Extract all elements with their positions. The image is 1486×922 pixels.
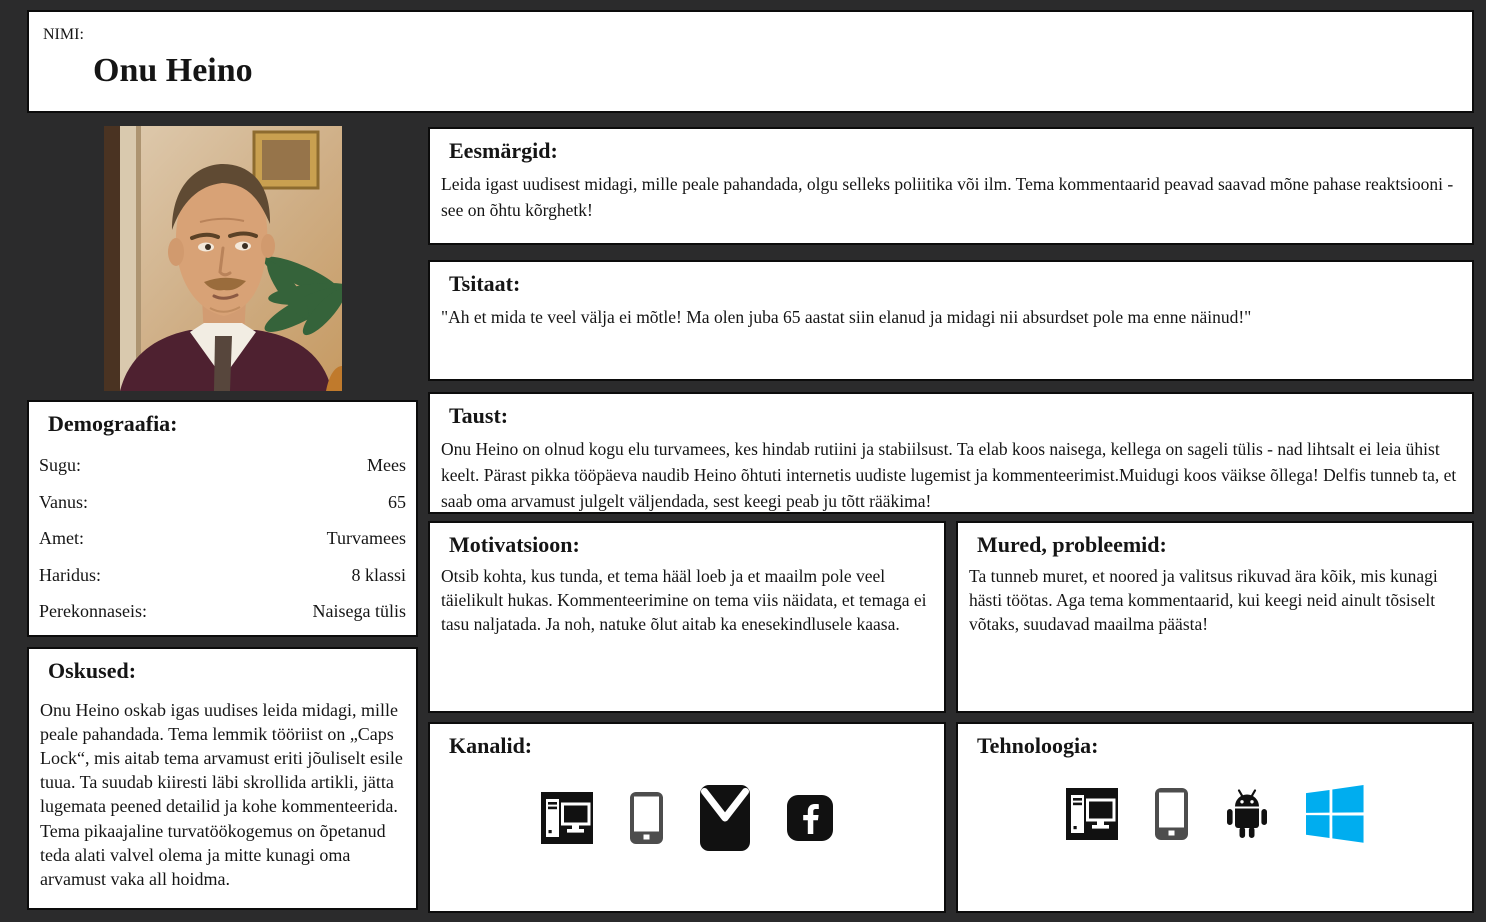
demographic-value: Turvamees xyxy=(326,528,406,548)
skills-text: Onu Heino oskab igas uudises leida midagi, mille peale pahandada. Tema lemmik tööriist on „Caps Lock“, mis aitab tema arvamust eriti jõuliselt esile tuua. Ta suudab kiiresti läbi skrollida artikli, jätta lugemata peened detailid ja kohe kommenteerida. Tema pikaajaline turvatöökogemus on õpetanud teda alati valvel olema ja mitte kunagi oma arvamust vaka all hoidma. xyxy=(40,700,403,889)
desktop-computer-icon xyxy=(1066,788,1118,840)
demographic-value: Naisega tülis xyxy=(312,601,406,621)
demographic-row-occupation xyxy=(39,520,406,557)
concerns-text: Ta tunneb muret, et noored ja valitsus rikuvad ära kõik, mis kunagi hästi töötas. Aga tema kommentaarid, kui keegi neid ainult tõsiselt võtaks, suudavad maailma päästa! xyxy=(969,566,1438,634)
goals-text: Leida igast uudisest midagi, mille peale pahandada, olgu selleks poliitika või ilm. Tema kommentaarid peavad saavad mõne pahase reaktsiooni - see on õhtu kõrghetk! xyxy=(441,174,1454,220)
demographic-row-marital-status xyxy=(39,593,406,630)
technology-icons xyxy=(958,785,1472,843)
quote-title: Tsitaat: xyxy=(449,271,521,296)
goals-title: Eesmärgid: xyxy=(449,138,558,163)
demographic-label: Haridus: xyxy=(39,564,101,585)
persona-name: Onu Heino xyxy=(93,52,253,89)
demographics-rows xyxy=(39,447,406,630)
channels-icons xyxy=(430,785,944,851)
demographic-label: Sugu: xyxy=(39,455,82,475)
demographic-row-age xyxy=(39,484,406,521)
android-icon xyxy=(1225,788,1269,840)
skills-title: Oskused: xyxy=(48,658,137,683)
demographic-row-gender xyxy=(39,447,406,484)
concerns-title: Mured, probleemid: xyxy=(977,532,1167,557)
demographic-value: 65 xyxy=(388,491,406,512)
persona-photo-illustration xyxy=(104,126,342,391)
technology-title: Tehnoloogia: xyxy=(977,733,1099,758)
motivation-title: Motivatsioon: xyxy=(449,532,580,557)
motivation-panel xyxy=(428,521,946,713)
skills-panel xyxy=(27,647,418,910)
demographics-panel xyxy=(27,400,418,637)
technology-panel xyxy=(956,722,1474,913)
quote-panel xyxy=(428,260,1474,381)
smartphone-icon xyxy=(1155,788,1188,840)
background-panel xyxy=(428,392,1474,514)
desktop-computer-icon xyxy=(541,792,593,844)
quote-text: "Ah et mida te veel välja ei mõtle! Ma olen juba 65 aastat siin elanud ja midagi nii absurdset pole ma enne näinud!" xyxy=(441,307,1252,327)
windows-icon xyxy=(1306,785,1364,843)
smartphone-icon xyxy=(630,792,663,844)
channels-panel xyxy=(428,722,946,913)
background-text: Onu Heino on olnud kogu elu turvamees, kes hindab rutiini ja stabiilsust. Ta elab koos naisega, kellega on sageli tülis - nad lihtsalt ei leia ühist keelt. Pärast pikka tööpäeva naudib Heino õhtuti internetis uudiste lugemist ja kommenteerimist.Muidugi koos väikse õllega! Delfis tunneb ta, et saab oma arvamust julgelt väljendada, sest keegi peab ju tõtt rääkima! xyxy=(441,439,1457,511)
name-panel xyxy=(27,10,1474,113)
concerns-panel xyxy=(956,521,1474,713)
demographic-row-education xyxy=(39,557,406,594)
goals-panel xyxy=(428,127,1474,245)
demographic-value: Mees xyxy=(367,455,406,475)
demographic-label: Amet: xyxy=(39,528,84,548)
persona-photo xyxy=(104,126,342,391)
email-icon xyxy=(700,785,750,851)
demographic-label: Vanus: xyxy=(39,491,88,512)
demographic-value: 8 klassi xyxy=(351,564,406,585)
channels-title: Kanalid: xyxy=(449,733,533,758)
motivation-text: Otsib kohta, kus tunda, et tema hääl loeb ja et maailm pole veel täielikult hukas. Kommenteerimine on tema viis näidata, et temaga ei tasu naljatada. Ja noh, natuke õlut aitab ka enesekindlusele kaasa. xyxy=(441,566,927,634)
facebook-icon xyxy=(787,795,833,841)
background-title: Taust: xyxy=(449,403,509,428)
name-field-label: NIMI: xyxy=(43,26,84,43)
demographic-label: Perekonnaseis: xyxy=(39,601,147,621)
demographics-title: Demograafia: xyxy=(48,411,178,436)
